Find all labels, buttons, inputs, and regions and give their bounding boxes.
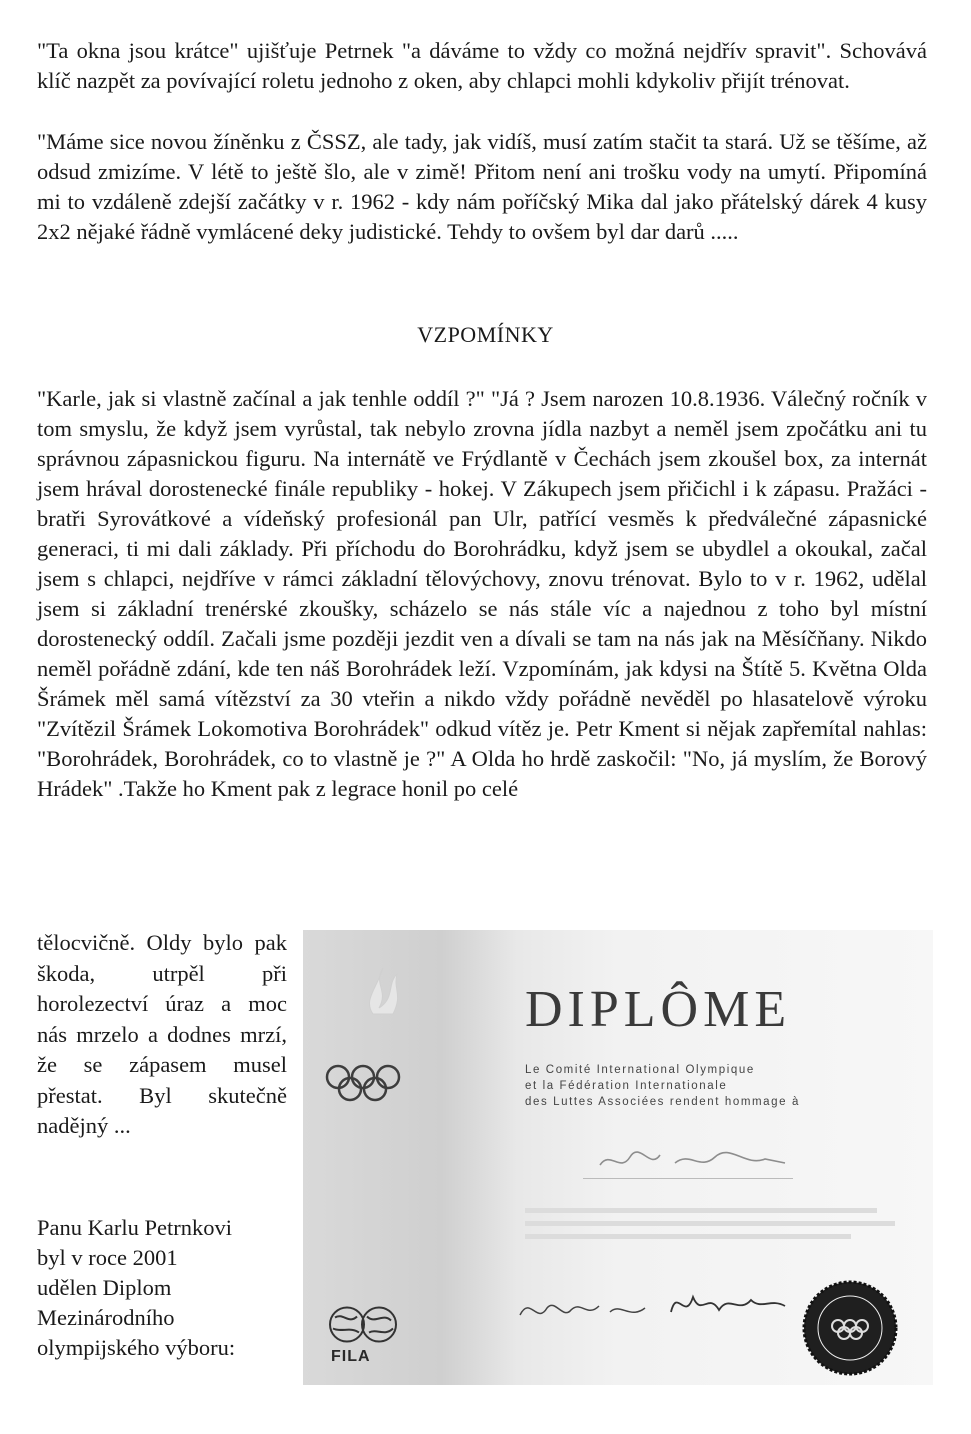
diploma-line: Le Comité International Olympique <box>525 1064 755 1076</box>
memories-paragraph: "Karle, jak si vlastně začínal a jak tenhle oddíl ?" "Já ? Jsem narozen 10.8.1936. Válečný ročník v tom smyslu, že když jsem vyrůstal, tak nebylo zrovna jídla nazbyt a neměl jsem zpočátku ani tu správnou zápasnickou figuru. Na internátě ve Frýdlantě v Čechách jsem zkoušel box, za internát jsem hrával dorostenecké finále republiky - hokej. V Zákupech jsem přičichl i k zápasu. Pražáci - bratři Syrovátkové a vídeňský profesionál pan Ulr, patřící vesměs k předválečné zápasnické generaci, ti mi dali základy. Při příchodu do Borohrádku, když jsem se ubydlel a okoukal, začal jsem s chlapci, nejdříve v rámci základní tělovýchovy, znovu trénovat. Bylo to v r. 1962, udělal jsem si základní trenérské zkoušky, scházelo se nás stále víc a najednou z toho byl místní dorostenecký oddíl. Začali jsme později jezdit ven a dívali se tam na nás jak na Měsíčňany. Nikdo neměl pořádně zdání, kde ten náš Borohrádek leží. Vzpomínám, jak kdysi na Štítě 5. Května Olda Šrámek měl samá vítězství za 30 vteřin a nikdo vždy pořádně nevěděl po hlasatelově výroku "Zvítězil Šrámek Lokomotiva Borohrádek" odkud vítěz je. Petr Kment si nějak zapřemítal nahlas: "Borohrádek, Borohrádek, co to vlastně je ?" A Olda ho hrdě zaskočil: "No, já myslím, že Borový Hrádek" .Takže ho Kment pak z legrace honil po celé <box>37 386 927 801</box>
diploma-title: DIPLÔME <box>525 981 792 1038</box>
diploma-line: des Luttes Associées rendent hommage à <box>525 1096 800 1108</box>
award-line: byl v roce 2001 <box>37 1245 178 1270</box>
diploma-line: et la Fédération Internationale <box>525 1080 728 1092</box>
award-note <box>37 1213 287 1363</box>
diploma-fine-print <box>525 1208 895 1247</box>
signature-2-icon <box>663 1282 793 1327</box>
diploma-name-line <box>583 1178 793 1179</box>
diploma-image <box>303 930 933 1385</box>
signature-1-icon <box>515 1290 655 1330</box>
diploma-recipient-signature <box>595 1145 795 1182</box>
award-line: Mezinárodního <box>37 1305 175 1330</box>
memories-continuation: tělocvičně. Oldy bylo pak škoda, utrpěl při horolezectví úraz a moc nás mrzelo a dodnes mrzí, že se zápasem musel přestat. Byl skutečně nadějný ... <box>37 930 287 1138</box>
diploma-dedication <box>525 1062 800 1110</box>
fila-logo-text: FILA <box>331 1348 371 1365</box>
official-seal-icon <box>800 1278 900 1378</box>
olympic-flame-emblem-icon <box>343 960 423 1040</box>
award-line: Panu Karlu Petrnkovi <box>37 1215 232 1240</box>
intro-paragraph-2: "Máme sice novou žíněnku z ČSSZ, ale tady, jak vidíš, musí zatím stačit ta stará. Už se těšíme, až odsud zmizíme. V létě to ještě šlo, ale v zimě! Přitom není ani trošku vody na umytí. Připomíná mi to vzdáleně zdejší začátky v r. 1962 - kdy nám poříčský Mika dal jako přátelský dárek 4 kusy 2x2 nějaké řádně vymlácené deky judistické. Tehdy to ovšem byl dar darů ..... <box>37 129 927 244</box>
intro-paragraph-1: "Ta okna jsou krátce" ujišťuje Petrnek "a dáváme to vždy co možná nejdřív spravit". Schovává klíč nazpět za povívající roletu jednoho z oken, aby chlapci mohli kdykoliv přijít trénovat. <box>37 38 927 93</box>
section-heading: VZPOMÍNKY <box>417 322 554 347</box>
award-line: olympijského výboru: <box>37 1335 236 1360</box>
award-line: udělen Diplom <box>37 1275 172 1300</box>
olympic-rings-icon <box>323 1062 413 1107</box>
